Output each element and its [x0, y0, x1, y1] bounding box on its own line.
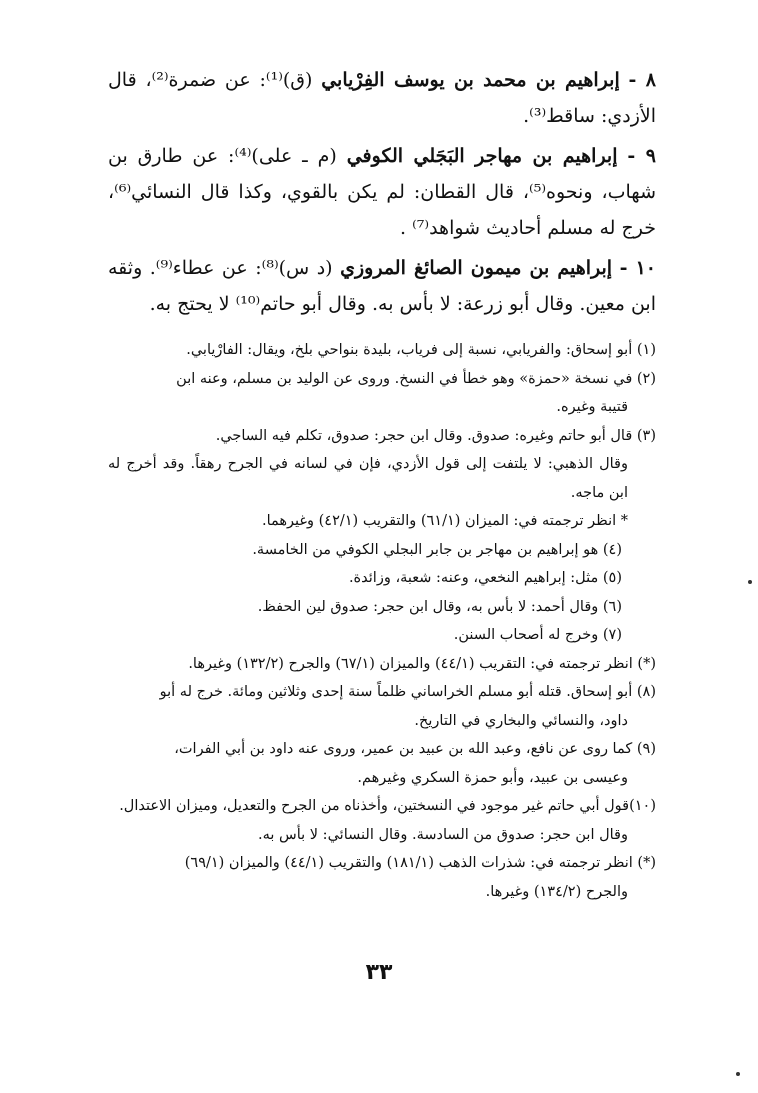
footnote — [108, 365, 656, 422]
footnote-continuation: قتيبة وغيره. — [556, 399, 628, 415]
footnote-text: (*) انظر ترجمته في: التقريب (٤٤/١) والميزان (٦٧/١) والجرح (١٣٢/٢) وغيرها. — [188, 655, 656, 672]
narrator-name: إبراهيم بن مهاجر البَجَلي الكوفي — [346, 145, 618, 167]
footnote-continuation: وعيسى بن عبيد، وأبو حمزة السكري وغيرهم. — [357, 769, 628, 786]
footnotes — [108, 336, 656, 906]
footnote-continuation: والجرح (١٣٤/٢) وغيرها. — [485, 883, 628, 900]
footnote-text: (٥) مثل: إبراهيم النخعي، وعنه: شعبة، وزائدة. — [348, 570, 622, 586]
footnote-continuation: وقال ابن حجر: صدوق من السادسة. وقال النسائي: لا بأس به. — [258, 826, 628, 843]
footnote-text: (٨) أبو إسحاق. قتله أبو مسلم الخراساني ظلماً سنة إحدى وثلاثين ومائة. خرج له أبو — [159, 684, 656, 700]
footnote-reference — [108, 849, 656, 906]
footnote-reference — [108, 650, 656, 679]
page-number: ٣٣ — [365, 960, 393, 985]
entry-body: (د س)⁽⁸⁾: عن عطاء⁽⁹⁾. وثقه ابن معين. وقال أبو زرعة: لا بأس به. وقال أبو حاتم⁽¹⁰⁾ لا يحتج به. — [108, 257, 656, 315]
narrator-name: إبراهيم بن ميمون الصائغ المروزي — [340, 257, 613, 279]
footnote — [108, 336, 656, 365]
footnote-text: (٧) وخرج له أصحاب السنن. — [453, 627, 622, 643]
footnote-text: (٤) هو إبراهيم بن مهاجر بن جابر البجلي الكوفي من الخامسة. — [252, 541, 622, 558]
entry-number: ٩ - — [627, 145, 656, 167]
footnote — [108, 422, 656, 508]
narrator-name: إبراهيم بن محمد بن يوسف الفِرْيابي — [321, 69, 620, 91]
footnote-text: (١) أبو إسحاق: والفريابي، نسبة إلى فرياب، بليدة بنواحي بلخ، ويقال: الفارْيابي. — [186, 342, 656, 358]
entry-8 — [108, 62, 656, 134]
entry-body: (م ـ على)⁽⁴⁾: عن طارق بن شهاب، ونحوه⁽⁵⁾، قال القطان: لم يكن بالقوي، وكذا قال النسائي⁽⁶⁾، خرج له مسلم أحاديث شواهد⁽⁷⁾ . — [108, 145, 656, 239]
footnote — [108, 621, 656, 650]
footnote — [108, 593, 656, 622]
footnote-text: (٦) وقال أحمد: لا بأس به، وقال ابن حجر: صدوق لين الحفظ. — [257, 598, 622, 615]
footnote — [108, 792, 656, 849]
footnote-reference — [108, 507, 656, 536]
entry-10 — [108, 250, 656, 322]
page-content — [108, 62, 656, 906]
entry-number: ٨ - — [628, 69, 656, 91]
entry-body: (ق)⁽¹⁾: عن ضمرة⁽²⁾، قال الأزدي: ساقط⁽³⁾. — [108, 69, 656, 127]
entry-number: ١٠ - — [619, 257, 656, 279]
footnote-continuation: داود، والنسائي والبخاري في التاريخ. — [414, 712, 628, 729]
footnote-continuation: وقال الذهبي: لا يلتفت إلى قول الأزدي، فإن في لسانه في الجرح رهقاً. وقد أخرج له ابن ماجه. — [108, 456, 628, 501]
footnote-text: (١٠)قول أبي حاتم غير موجود في النسختين، وأخذناه من الجرح والتعديل، وميزان الاعتدال. — [119, 798, 656, 814]
scan-speck — [736, 1072, 740, 1076]
footnote-text: (٩) كما روى عن نافع، وعبد الله بن عبيد بن عمير، وروى عنه داود بن أبي الفرات، — [174, 741, 656, 757]
footnote — [108, 735, 656, 792]
footnote-text: * انظر ترجمته في: الميزان (٦١/١) والتقريب (٤٢/١) وغيرهما. — [262, 513, 628, 529]
scan-speck — [748, 580, 752, 584]
footnote — [108, 564, 656, 593]
footnote-text: (٢) في نسخة «حمزة» وهو خطأ في النسخ. وروى عن الوليد بن مسلم، وعنه ابن — [176, 370, 656, 387]
footnote-text: (*) انظر ترجمته في: شذرات الذهب (١٨١/١) والتقريب (٤٤/١) والميزان (٦٩/١) — [184, 855, 656, 871]
footnote-text: (٣) قال أبو حاتم وغيره: صدوق. وقال ابن حجر: صدوق، تكلم فيه الساجي. — [215, 427, 656, 444]
footnote — [108, 536, 656, 565]
entry-9 — [108, 138, 656, 246]
footnote — [108, 678, 656, 735]
